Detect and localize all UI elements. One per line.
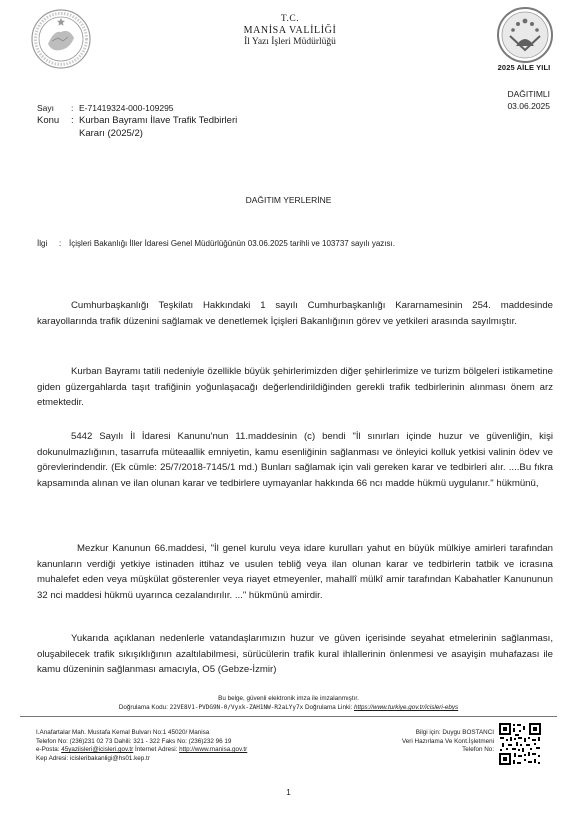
footer-email-web: e-Posta: 45yaziisleri@icisleri.gov.tr İnternet Adresi: http://www.manisa.gov.tr — [36, 746, 248, 754]
body-paragraph-1: Cumhurbaşkanlığı Teşkilatı Hakkındaki 1 sayılı Cumhurbaşkanlığı Kararnamesinin 254. maddesinde karayollarında trafik düzenini sağlamak ve denetlemek İçişleri Bakanlığının görev ve yetkileri arasında sayılmıştır. — [37, 300, 553, 327]
body-paragraph-3: 5442 Sayılı İl İdaresi Kanunu'nun 11.maddesinin (c) bendi "İl sınırları içinde huzur ve güvenliğin, kişi dokunulmazlığının, tasarrufa müteaallik emniyetin, kamu esenliğinin sağlanması ve önleyici kolluk yetkisi valinin ödev ve görevlerindendir. (Ek cümle: 25/7/2018-7145/1 md.) Bunları sağlamak için vali gereken karar ve tedbirleri alır. ....Bu fıkra kapsamında alınan ve ilan olunan karar ve tedbirlere uymayanlar hakkında 66 ncı madde hükmü uygulanır." hükmünü, — [37, 431, 553, 489]
footer-kep: Kep Adresi: icisleribakanligi@hs01.kep.tr — [36, 754, 150, 762]
ilgi-line: İlgi : İçişleri Bakanlığı İller İdaresi Genel Müdürlüğünün 03.06.2025 tarihli ve 103737 sayılı yazısı. — [37, 239, 395, 248]
esign-note: Bu belge, güvenli elektronik imza ile imzalanmıştır. — [218, 695, 359, 702]
recipient-title: DAĞITIM YERLERİNE — [245, 195, 332, 205]
info-phone: Telefon No: — [462, 746, 494, 754]
sayi-value: E-71419324-000-109295 — [79, 103, 174, 113]
footer-email-link[interactable]: 45yaziisleri@icisleri.gov.tr — [61, 746, 134, 754]
esign-verification — [0, 704, 577, 711]
konu-label: Konu — [37, 115, 60, 126]
info-contact-title: Veri Hazırlama Ve Kont.İşletmeni — [401, 737, 494, 745]
body-paragraph-5: Yukarıda açıklanan nedenlerle vatandaşlarımızın huzur ve güven içerisinde seyahat etmelerinin sağlanması, oluşabilecek trafik sıkışıklığının azaltılabilmesi, sürücülerin trafik kural ihlallerinin önlenmesi ve asayişin muhafazası ile kamu düzeninin sağlanması amacıyla, O5 (Gebze-İzmir) — [37, 633, 553, 675]
konu-value-line1: Kurban Bayramı İlave Trafik Tedbirleri — [79, 115, 238, 126]
distribution-stamp — [470, 89, 550, 112]
ilgi-text: İçişleri Bakanlığı İller İdaresi Genel Müdürlüğünün 03.06.2025 tarihli ve 103737 sayılı yazısı. — [69, 239, 395, 248]
footer-divider — [20, 716, 557, 717]
verification-code-label: Doğrulama Kodu: — [118, 704, 168, 711]
sayi-label: Sayı — [37, 103, 55, 113]
meta-konu: Konu : Kurban Bayramı İlave Trafik Tedbirleri — [37, 115, 238, 126]
verification-link-label: Doğrulama Linki: — [305, 704, 353, 711]
family-year-caption: 2025 AİLE YILI — [497, 63, 551, 72]
verification-code: 22VE8V1-PVDG9N-0/Vyxk-ZAH1NW-R2aLYy7x — [169, 704, 304, 711]
page-number: 1 — [286, 788, 291, 797]
qr-code — [498, 722, 542, 766]
verification-link[interactable]: https://www.turkiye.gov.tr/icisleri-ebys — [354, 704, 459, 711]
konu-value-line2: Kararı (2025/2) — [79, 128, 143, 139]
distribution-label: DAĞITIMLI — [507, 89, 550, 99]
family-year-logo — [496, 6, 554, 64]
footer-address: I.Anafartalar Mah. Mustafa Kemal Bulvarı No:1 45020/ Manisa — [36, 729, 210, 736]
manisa-valiligi-seal — [30, 8, 92, 70]
body-paragraph-4: Mezkur Kanunun 66.maddesi, "İl genel kurulu veya idare kurulları yahut en büyük mülkiye amirleri tarafından kanunların verdiği yetkiye istinaden ittihaz ve usulen tebliğ veya ilan olunan karar ve tedbirlerin tatbik ve icrasına muhalefet eden veya müşkülat gösterenler veya riayet etmeyenler, mahallî mülkî amir tarafından Kabahatler Kanununun 32 nci maddesi hükmü uyarınca cezalandırılır. ..." hükmünü amirdir. — [37, 543, 553, 601]
meta-sayi: Sayı : E-71419324-000-109295 — [37, 103, 174, 113]
header-directorate: İl Yazı İşleri Müdürlüğü — [244, 37, 336, 47]
distribution-date: 03.06.2025 — [507, 100, 550, 111]
footer-web-link[interactable]: http://www.manisa.gov.tr — [179, 746, 248, 754]
ilgi-label: İlgi — [37, 239, 48, 248]
body-paragraph-2: Kurban Bayramı tatili nedeniyle özellikle büyük şehirlerimizden diğer şehirlerimize ve turizm bölgeleri istikametine giden güzergahlarda taşıt trafiğinin yoğunlaşacağı değerlendirildiğinden gerekli trafik tedbirlerinin alınması önem arz etmektedir. — [37, 366, 553, 408]
footer-phone: Telefon No: (236)231 02 73 Dahili: 321 - 322 Faks No: (236)232 96 19 — [36, 737, 232, 745]
header-tc: T.C. — [280, 14, 300, 24]
header-governorship: MANİSA VALİLİĞİ — [243, 25, 337, 36]
info-contact-person: Bilgi için: Duygu BOSTANCI — [415, 729, 494, 736]
footer-contact — [36, 729, 247, 763]
footer-info — [330, 729, 494, 755]
